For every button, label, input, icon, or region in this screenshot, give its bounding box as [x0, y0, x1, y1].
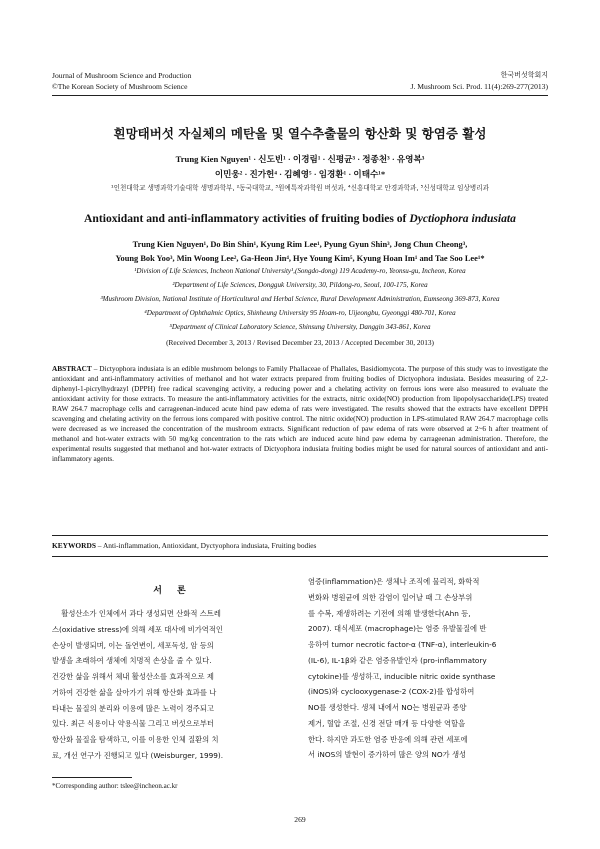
left-line: 타내는 물질의 분리와 이용에 많은 노력이 경주되고: [52, 703, 214, 713]
corresponding-author: *Corresponding author: tslee@incheon.ac.kr: [52, 782, 178, 790]
authors-ko-line1: Trung Kien Nguyen¹ · 신도빈¹ · 이경림¹ · 신평균³ · 정종천³ · 유영복³: [175, 154, 425, 164]
left-line: 있다. 최근 식용이나 약용식물 그리고 버섯으로부터: [52, 719, 214, 729]
title-ko: 흰망태버섯 자실체의 메탄올 및 열수추출물의 항산화 및 항염증 활성: [113, 126, 487, 141]
keywords-rule-bottom: [52, 556, 548, 557]
right-line: 2007). 대식세포 (macrophage)는 염증 유발물질에 반: [308, 624, 487, 634]
keywords-rule-top: [52, 535, 548, 536]
right-line: 응하여 tumor necrotic factor-α (TNF-α), interleukin-6: [308, 640, 497, 649]
received-dates: (Received December 3, 2013 / Revised December 23, 2013 / Accepted December 30, 2013): [166, 338, 434, 347]
abstract-label: ABSTRACT: [52, 364, 92, 373]
affiliation-en-2: ²Department of Life Sciences, Dongguk University, 30, Pildong-ro, Seoul, 100-175, Korea: [172, 281, 428, 289]
header-rule: [52, 95, 548, 96]
left-line: 료, 개선 연구가 진행되고 있다 (Weisburger, 1999).: [52, 750, 224, 760]
left-column: [52, 606, 293, 764]
right-line: cytokine)를 생성하고, inducible nitric oxide synthase: [308, 671, 496, 681]
right-line: 한다. 하지만 과도한 염증 반응에 의해 관련 세포에: [308, 734, 468, 744]
society-copyright: ©The Korean Society of Mushroom Science: [52, 82, 188, 91]
affiliation-en-3: ³Mushroom Division, National Institute of Horticultural and Herbal Science, Rural Development Administration, Eumseong 369-873, Korea: [100, 295, 500, 303]
keywords-text: Anti-inflammation, Antioxidant, Dyctyophora indusiata, Fruiting bodies: [102, 541, 317, 550]
right-column: [308, 574, 549, 763]
right-line: (iNOS)와 cyclooxygenase-2 (COX-2)를 합성하여: [308, 687, 475, 697]
title-en-species: Dyctiophora indusiata: [409, 212, 516, 225]
affiliation-en-1: ¹Division of Life Sciences, Incheon National University¹,(Songdo-dong) 119 Academy-ro, Yeonsu-gu, Incheon, Korea: [134, 267, 466, 275]
keywords-label: KEYWORDS: [52, 541, 96, 550]
left-line: 손상이 발생되며, 이는 돌연변이, 세포독성, 암 등의: [52, 640, 214, 650]
authors-en-line1: Trung Kien Nguyen¹, Do Bin Shin¹, Kyung Rim Lee¹, Pyung Gyun Shin³, Jong Chun Cheong³,: [132, 240, 468, 249]
abstract-text: Dictyophora indusiata is an edible mushroom belongs to Family Phallaceae of Phallales, Basidiomycota. The purpose of this study was to investigate the antioxidant and anti-inflammatory activities of methanol and hot water extracts prepared from fruiting bodies of Dictyophora indusiata. Besides measuring of 2,2-diphenyl-1-picrylhydrazyl (DPPH) free radical scavenging activity, a reducing power and a chelating activity on ferrous ions were also measured to evaluate the antioxidant activity for those extracts. To measure the anti-inflammatory activities for the extracts, nitric oxide(NO) production from lipopolysaccharide(LPS) treated RAW 264.7 macrophage cells and carrageenan-induced acute hind paw edema of rats were investigated. The results showed that the extracts have excellent DPPH scavenging and chelating activity on the ferrous ions compared with positive control. The nitric oxide(NO) production in LPS-stimulated RAW 264.7 macrophage cells were decreased as we increased the concentration of the mushroom extracts. Significant reduction of paw edema of rats were observed at 2~6 h after treatment of methanol and hot-water extracts with 50 mg/kg concentration to the rats which are induced acute hind paw edema by carrageenan administration. Therefore, the experimental results suggested that methanol and hot-water extracts of Dictyophora indusiata fruiting bodies might be used for natural sources of antioxidant and anti-inflammatory agents.: [52, 364, 549, 464]
affiliation-en-4: ⁴Department of Ophthalmic Optics, Shinheung University 95 Hoam-ro, Uijeongbu, Gyeonggi 480-701, Korea: [144, 309, 456, 317]
left-line: 발생을 초래하여 생체에 치명적 손상을 줄 수 있다.: [52, 656, 212, 666]
right-line: NO를 생성한다. 생체 내에서 NO는 병원균과 종양: [308, 703, 467, 712]
footnote-rule: [52, 777, 132, 778]
right-line: 제거, 혈압 조절, 신경 전달 매개 등 다양한 역할을: [308, 718, 466, 728]
journal-name: Journal of Mushroom Science and Production: [52, 71, 192, 80]
keywords: KEYWORDS – Anti-inflammation, Antioxidant, Dyctyophora indusiata, Fruiting bodies: [52, 541, 317, 550]
right-line: (IL-6), IL-1β와 같은 염증유발인자 (pro-inflammatory: [308, 655, 487, 665]
right-line: 를 수복, 재생하려는 기전에 의해 발생한다(Ahn 등,: [308, 608, 471, 618]
right-line: 염증(inflammation)은 생체나 조직에 물리적, 화학적: [308, 577, 480, 586]
affiliation-en-5: ⁵Department of Clinical Laboratory Science, Shinsung University, Danggin 343-861, Korea: [169, 323, 431, 331]
journal-name-ko: 한국버섯학회지: [500, 71, 548, 79]
title-en-main: Antioxidant and anti-inflammatory activities of fruiting bodies of: [84, 212, 407, 225]
abstract: ABSTRACT – Dictyophora indusiata is an edible mushroom belongs to Family Phallaceae of Phallales, Basidiomycota. The purpose of this study was to investigate the antioxidant and anti-inflammatory activities of methanol and hot water extracts prepared from fruiting bodies of Dictyophora indusiata. Besides measuring of 2,2-diphenyl-1-picrylhydrazyl (DPPH) free radical scavenging activity, a reducing power and a chelating activity on ferrous ions were also measured to evaluate the antioxidant activity for those extracts. To measure the anti-inflammatory activities for the extracts, nitric oxide(NO) production from lipopolysaccharide(LPS) treated RAW 264.7 macrophage cells and carrageenan-induced acute hind paw edema of rats were investigated. The results showed that the extracts have excellent DPPH scavenging and chelating activity on the ferrous ions compared with positive control. The nitric oxide(NO) production in LPS-stimulated RAW 264.7 macrophage cells were decreased as we increased the concentration of the mushroom extracts. Significant reduction of paw edema of rats were observed at 2~6 h after treatment of methanol and hot-water extracts with 50 mg/kg concentration to the rats which are induced acute hind paw edema by carrageenan administration. Therefore, the experimental results suggested that methanol and hot-water extracts of Dictyophora indusiata fruiting bodies might be used for natural sources of antioxidant and anti-inflammatory agents.: [52, 364, 549, 464]
authors-en-line2: Young Bok Yoo³, Min Woong Lee², Ga-Heon Jin⁴, Hye Young Kim⁵, Kyung Hoan Im¹ and Tae Soo Lee¹*: [115, 254, 485, 263]
authors-ko-line2: 이민웅² · 진가헌⁴ · 김혜영⁵ · 임경환¹ · 이태수¹*: [214, 169, 386, 179]
left-line: 거하여 건강한 삶을 살아가기 위해 항산화 효과를 나: [52, 687, 217, 697]
left-line: 항산화 물질을 탐색하고, 이를 이용한 인체 질환의 치: [52, 735, 219, 744]
left-line: 활성산소가 인체에서 과다 생성되면 산화적 스트레: [52, 609, 221, 618]
right-line: 변화와 병원균에 의한 감염이 일어날 때 그 손상부위: [308, 592, 473, 602]
affiliations-ko: ¹인천대학교 생명과학기술대학 생명과학부, ²동국대학교, ³원예특작과학원 버섯과, ⁴신흥대학교 안경과학과, ⁵신성대학교 임상병리과: [110, 184, 490, 192]
page-number: 269: [294, 815, 306, 824]
citation: J. Mushroom Sci. Prod. 11(4):269-277(2013): [410, 82, 548, 91]
title-en: [52, 212, 548, 225]
intro-heading: 서 론: [153, 586, 192, 596]
left-line: 스(oxidative stress)에 의해 세포 대사에 비가역적인: [52, 624, 223, 634]
right-line: 서 iNOS의 발현이 증가하여 많은 양의 NO가 생성: [308, 750, 467, 760]
left-line: 건강한 삶을 위해서 체내 활성산소를 효과적으로 제: [52, 672, 214, 681]
